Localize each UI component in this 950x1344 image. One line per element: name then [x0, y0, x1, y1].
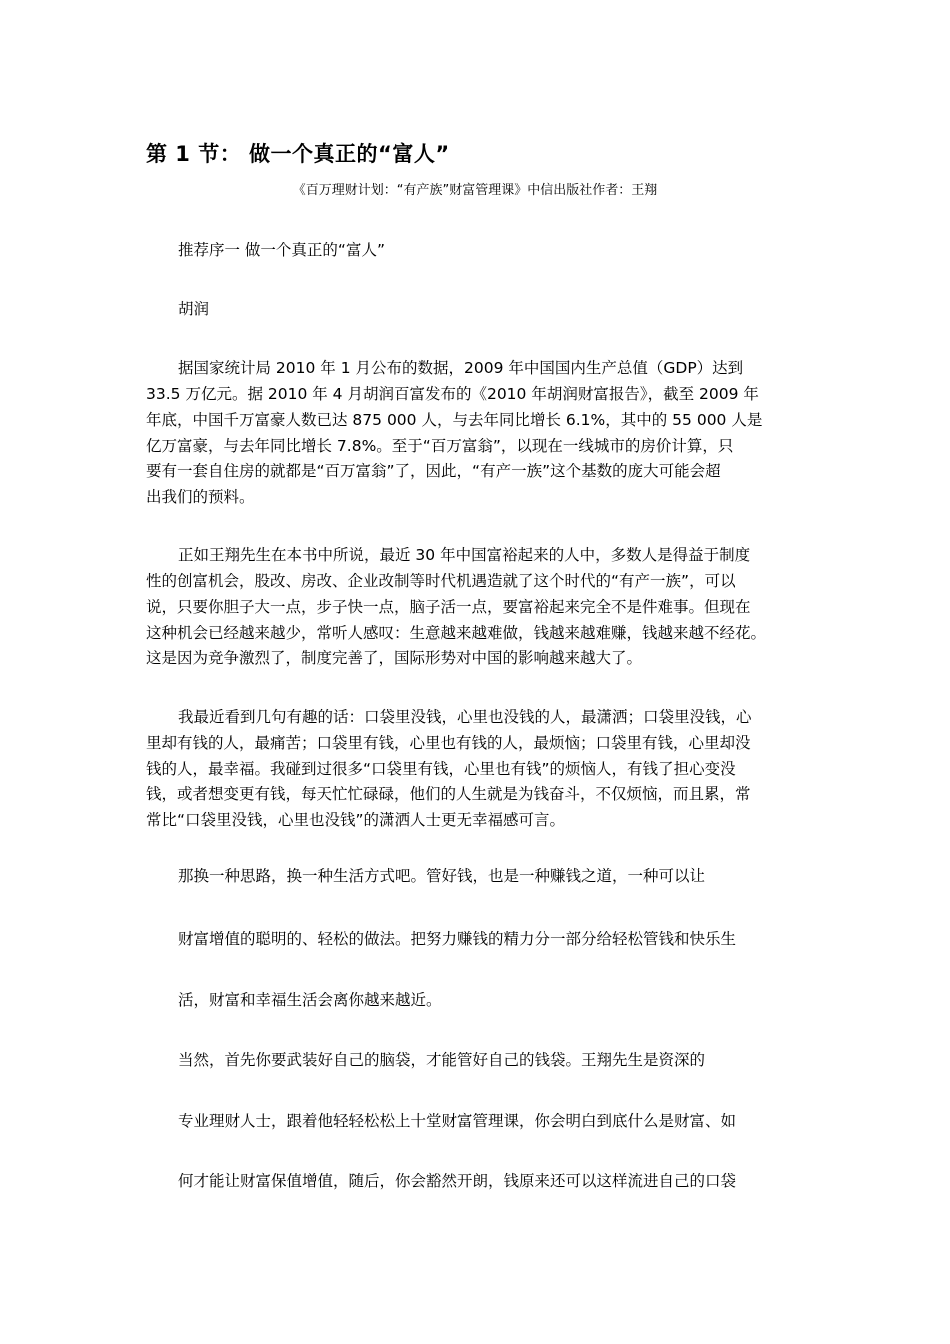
paragraph-3-line: 我最近看到几句有趣的话：口袋里没钱，心里也没钱的人，最潇洒；口袋里没钱，心 — [178, 708, 752, 726]
loose-line: 财富增值的聪明的、轻松的做法。把努力赚钱的精力分一部分给轻松管钱和快乐生 — [178, 930, 737, 948]
loose-line: 当然，首先你要武装好自己的脑袋，才能管好自己的钱袋。王翔先生是资深的 — [178, 1051, 706, 1069]
preface-heading: 推荐序一 做一个真正的“富人” — [178, 241, 385, 259]
section-title: 第 1 节： 做一个真正的“富人” — [146, 142, 450, 166]
paragraph-1-line: 亿万富豪，与去年同比增长 7.8%。至于“百万富翁”，以现在一线城市的房价计算，只 — [146, 437, 734, 455]
paragraph-2-line: 这种机会已经越来越少，常听人感叹：生意越来越难做，钱越来越难赚，钱越来越不经花。 — [146, 624, 767, 642]
preface-author: 胡润 — [178, 300, 210, 318]
book-subtitle: 《百万理财计划：“有产族”财富管理课》中信出版社作者：王翔 — [292, 183, 658, 198]
loose-line: 专业理财人士，跟着他轻轻松松上十堂财富管理课，你会明白到底什么是财富、如 — [178, 1112, 737, 1130]
paragraph-2-line: 说，只要你胆子大一点，步子快一点，脑子活一点，要富裕起来完全不是件难事。但现在 — [146, 598, 751, 616]
loose-line: 那换一种思路，换一种生活方式吧。管好钱，也是一种赚钱之道，一种可以让 — [178, 867, 706, 885]
paragraph-3-line: 常比“口袋里没钱，心里也没钱”的潇洒人士更无幸福感可言。 — [146, 811, 566, 829]
paragraph-1-line: 出我们的预料。 — [146, 488, 255, 506]
paragraph-2-line: 正如王翔先生在本书中所说，最近 30 年中国富裕起来的人中，多数人是得益于制度 — [178, 546, 751, 564]
loose-line: 活，财富和幸福生活会离你越来越近。 — [178, 991, 442, 1009]
paragraph-3-line: 钱的人，最幸福。我碰到过很多“口袋里有钱，心里也有钱”的烦恼人，有钱了担心变没 — [146, 760, 736, 778]
paragraph-1-line: 据国家统计局 2010 年 1 月公布的数据，2009 年中国国内生产总值（GDP）达到 — [178, 359, 744, 377]
loose-line: 何才能让财富保值增值，随后，你会豁然开朗，钱原来还可以这样流进自己的口袋 — [178, 1172, 737, 1190]
paragraph-1-line: 年底，中国千万富豪人数已达 875 000 人，与去年同比增长 6.1%，其中的 55 000 人是 — [146, 411, 763, 429]
paragraph-1-line: 33.5 万亿元。据 2010 年 4 月胡润百富发布的《2010 年胡润财富报告》，截至 2009 年 — [146, 385, 759, 403]
paragraph-2-line: 这是因为竞争激烈了，制度完善了，国际形势对中国的影响越来越大了。 — [146, 649, 643, 667]
paragraph-3-line: 里却有钱的人，最痛苦；口袋里有钱，心里也有钱的人，最烦恼；口袋里有钱，心里却没 — [146, 734, 751, 752]
paragraph-3-line: 钱，或者想变更有钱，每天忙忙碌碌，他们的人生就是为钱奋斗，不仅烦恼，而且累，常 — [146, 785, 751, 803]
paragraph-1-line: 要有一套自住房的就都是“百万富翁”了，因此，“有产一族”这个基数的庞大可能会超 — [146, 462, 721, 480]
paragraph-2-line: 性的创富机会，股改、房改、企业改制等时代机遇造就了这个时代的“有产一族”，可以 — [146, 572, 736, 590]
